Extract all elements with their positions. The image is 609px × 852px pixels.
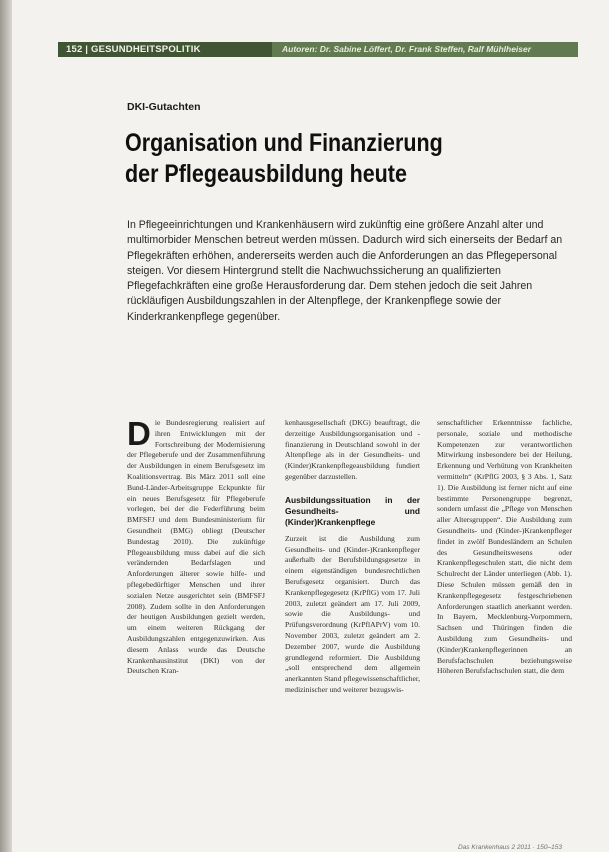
column-2-text-intro: kenhausgesellschaft (DKG) beauftragt, die derzeitige Ausbildungsorganisation und -finanzierung in Deutschland sowohl in der Altenpflege als in der Gesundheits- und (Kinder)Krankenpflegeausbildung fundiert gegenüber darzustellen. [285,418,420,481]
page-footer: Das Krankenhaus 2 2011 · 150–153 [458,844,562,851]
authors-line: Autoren: Dr. Sabine Löffert, Dr. Frank Steffen, Ralf Mühlheiser [282,44,532,54]
body-column-2 [285,418,420,696]
article-lead: In Pflegeeinrichtungen und Krankenhäusern wird zukünftig eine größere Anzahl alter und multimorbider Menschen betreut werden müssen. Dadurch wird sich einerseits der Bedarf an Pflegekräften erhöhen, andererseits werden auch die Anforderungen an das Pflegepersonal steigen. Vor diesem Hintergrund stellt die Nachwuchssicherung an qualifizierten Pflegefachkräften eine große Herausforderung dar. Dem stehen jedoch die seit Jahren rückläufigen Ausbildungszahlen in der Altenpflege, der Krankenpflege sowie der Kinderkrankenpflege gegenüber. [127,219,563,323]
section-subheading: Ausbildungssituation in der Gesundheits- und (Kinder)Krankenpflege [285,494,420,527]
column-2-text-body: Zurzeit ist die Ausbildung zum Gesundheits- und (Kinder-)Krankenpfleger außerhalb der Berufsbildungsgesetze in einem eigenständigen bundesrechtlichen Berufsgesetz organisiert. Durch das Krankenpflegegesetz (KrPflG) vom 17. Juli 2003, zuletzt geändert am 17. Juli 2009, sowie die Ausbildungs- und Prüfungsverordnung (KrPflAPrV) vom 10. November 2003, zuletzt geändert am 2. Dezember 2007, wurde die Ausbildung grundlegend reformiert. Die Ausbildung „soll entsprechend dem allgemein anerkannten Stand pflegewissenschaftlicher, medizinischer und weiterer bezugswis- [285,533,420,694]
column-3-text: senschaftlicher Erkenntnisse fachliche, personale, soziale und methodische Kompetenzen zur verantwortlichen Mitwirkung insbesondere bei der Heilung, Erkennung und Verhütung von Krankheiten vermitteln“ (KrPflG 2003, § 3 Abs. 1, Satz 1). Die Ausbildung ist ferner nicht auf eine bestimmte Personengruppe begrenzt, sondern umfasst die „Pflege von Menschen aller Altersgruppen“. Die Ausbildung zum Gesundheits- und (Kinder-)Krankenpfleger findet in zwölf Bundesländern an Schulen des Gesundheitswesens oder Krankenpflegeschulen statt, die nicht dem Schulrecht der Länder unterliegen (Abb. 1). Diese Schulen müssen gemäß den in Krankenpflegegesetz festgeschriebenen Anforderungen staatlich anerkannt werden. In Bayern, Mecklenburg-Vorpommern, Sachsen und Thüringen finden die Ausbildung zum Gesundheits- und (Kinder)Krankenpflegerinnen an Berufsfachschulen beziehungsweise Höheren Berufsfachschulen statt, die dem [437,418,572,676]
column-1-text: ie Bundesregierung realisiert auf ihren Entwicklungen mit der Fortschreibung der Modernisierung der Pflegeberufe und der Zusammenführung der Ausbildungen in einem Berufsgesetz im Koalitionsvertrag. Bis März 2011 soll eine Bund-Länder-Arbeitsgruppe Eckpunkte für ein neues Berufsgesetz für Pflegeberufe vorlegen, bei der die Federführung beim BMFSFJ und dem Bundesministerium für Gesundheit (BMG) obliegt (Deutscher Bundestag 2010). Die zukünftige Pflegeausbildung muss dabei auf die sich verändernden Bedarfslagen und Anforderungen älterer sowie hilfe- und pflegebedürftiger Menschen und ihrer sozialen Netze ausgerichtet sein (BMFSFJ 2008). Zudem sollte in den Anforderungen der heutigen Ausbildungen gezielt werden, um einem weiteren Rückgang der Ausbildungszahlen entgegenzuwirken. Aus diesem Anlass wurde das Deutsche Krankenhausinstitut (DKI) von der Deutschen Kran- [127,418,265,676]
title-line-2: der Pflegeausbildung heute [125,160,407,188]
section-label: 152 | GESUNDHEITSPOLITIK [58,42,272,57]
title-line-1: Organisation und Finanzierung [125,129,443,157]
body-column-1 [127,415,265,677]
page-edge-shadow [0,0,12,852]
header-bar [58,42,578,57]
article-title [125,128,572,190]
drop-cap: D [127,415,151,452]
body-column-3 [437,418,572,677]
article-kicker: DKI-Gutachten [127,101,201,113]
